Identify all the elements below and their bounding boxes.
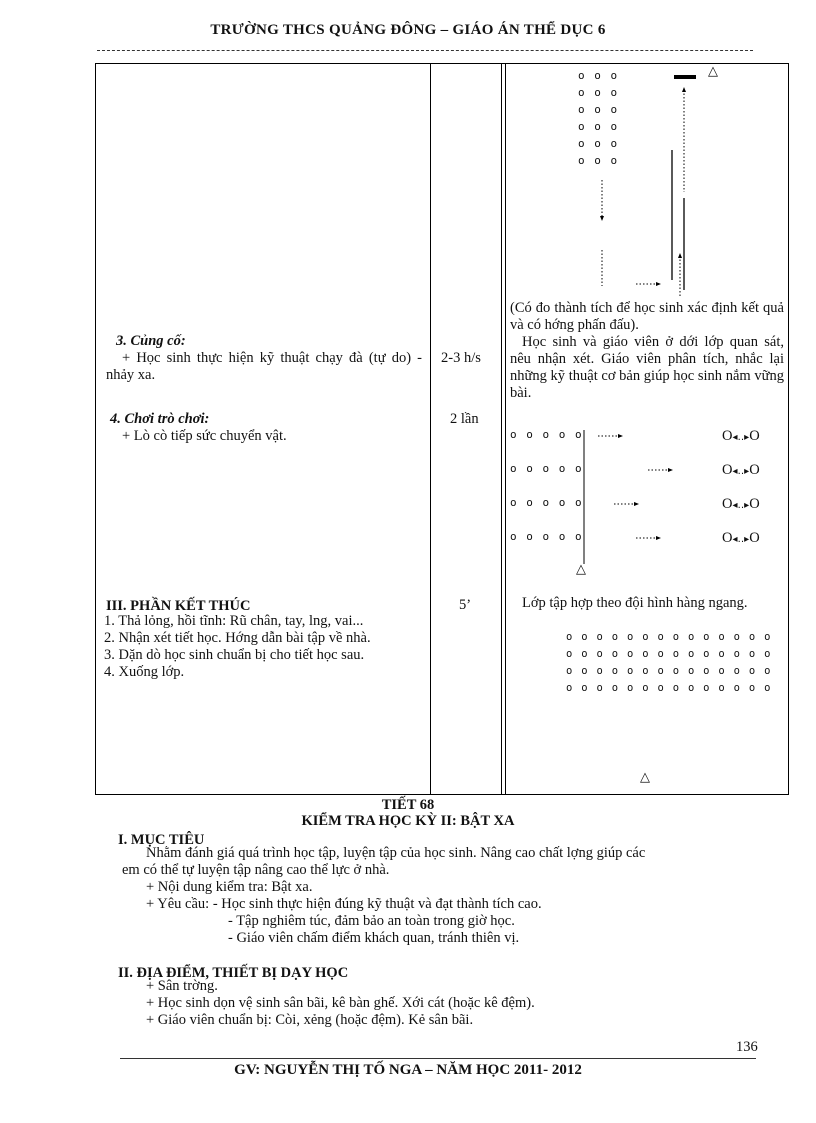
objectives-line: em có thể tự luyện tập nâng cao thể lực ở nhà. [122, 862, 390, 878]
ket-thuc-dose: 5’ [459, 597, 472, 613]
class-row: o o o o o o o o o o o o o o [566, 665, 772, 677]
cung-co-heading: 3. Củng cố: [116, 333, 186, 349]
ket-thuc-heading: III. PHẦN KẾT THÚC [106, 598, 251, 614]
objectives-line: - Giáo viên chấm điểm khách quan, tránh thiên vị. [228, 930, 520, 946]
target-circle-icon: O [749, 530, 760, 546]
footer-rule [120, 1058, 756, 1059]
cung-co-dose: 2-3 h/s [441, 350, 481, 366]
lesson-title: KIỂM TRA HỌC KỲ II: BẬT XA [301, 813, 515, 829]
student-row: o o o [578, 120, 619, 133]
target-pair [722, 530, 760, 548]
double-arrow-icon: ◂‥▸ [732, 432, 750, 443]
teacher-triangle-icon: △ [708, 64, 718, 79]
double-arrow-icon: ◂‥▸ [732, 534, 750, 545]
tro-choi-dose: 2 lần [450, 411, 479, 427]
cung-co-note1: (Có đo thành tích để học sinh xác định kết quả và có hớng phấn đấu). [510, 300, 784, 333]
student-row: o o o [578, 69, 619, 82]
team-row: o o o o o [510, 462, 584, 475]
target-circle-icon: O [722, 530, 733, 546]
takeoff-board [674, 75, 696, 79]
double-arrow-icon: ◂‥▸ [732, 500, 750, 511]
ket-thuc-item: 2. Nhận xét tiết học. Hớng dẫn bài tập về nhà. [104, 630, 371, 646]
equipment-line: + Giáo viên chuẩn bị: Còi, xẻng (hoặc đệm). Kẻ sân bãi. [146, 1012, 474, 1028]
class-row: o o o o o o o o o o o o o o [566, 682, 772, 694]
arrow-icon [682, 87, 686, 92]
arrow-icon [600, 216, 604, 221]
column-divider [505, 63, 506, 795]
arrow-icon [618, 434, 623, 438]
tro-choi-body: + Lò cò tiếp sức chuyển vật. [122, 428, 287, 444]
target-pair [722, 496, 760, 514]
target-circle-icon: O [722, 496, 733, 512]
equipment-heading: II. ĐỊA ĐIỂM, THIẾT BỊ DẠY HỌC [118, 965, 349, 981]
page-header: TRƯỜNG THCS QUẢNG ĐÔNG – GIÁO ÁN THỂ DỤC 6 [210, 22, 606, 38]
relay-paths [510, 428, 710, 568]
target-circle-icon: O [749, 496, 760, 512]
arrow-icon [656, 282, 661, 286]
page-number: 136 [736, 1039, 758, 1055]
target-pair [722, 428, 760, 446]
student-row: o o o [578, 103, 619, 116]
class-formation [566, 629, 772, 697]
header-rule [97, 50, 753, 51]
column-divider [430, 63, 431, 795]
ket-thuc-item: 1. Thả lỏng, hồi tĩnh: Rũ chân, tay, lng, vai... [104, 613, 364, 629]
teacher-triangle-icon: △ [576, 562, 586, 577]
target-circle-icon: O [749, 428, 760, 444]
team-row: o o o o o [510, 496, 584, 509]
runway-diagram [596, 80, 696, 300]
column-divider [501, 63, 502, 795]
arrow-icon [668, 468, 673, 472]
student-row: o o o [578, 137, 619, 150]
cung-co-note2: Học sinh và giáo viên ở dới lớp quan sát, nêu nhận xét. Giáo viên phân tích, nhắc lại những kỹ thuật cơ bản giúp học sinh nắm vững bài. [510, 334, 784, 401]
target-circle-icon: O [722, 428, 733, 444]
objectives-heading: I. MỤC TIÊU [118, 832, 205, 848]
team-row: o o o o o [510, 428, 584, 441]
objectives-line: + Nội dung kiểm tra: Bật xa. [146, 879, 313, 895]
arrow-icon [656, 536, 661, 540]
arrow-icon [634, 502, 639, 506]
page-footer: GV: NGUYỄN THỊ TỐ NGA – NĂM HỌC 2011- 2012 [234, 1062, 582, 1078]
cung-co-body: + Học sinh thực hiện kỹ thuật chạy đà (tự do) - nhảy xa. [106, 350, 422, 383]
student-row: o o o [578, 154, 619, 167]
objectives-line: - Tập nghiêm túc, đảm bảo an toàn trong giờ học. [228, 913, 515, 929]
relay-diagram [510, 428, 786, 578]
tro-choi-heading: 4. Chơi trò chơi: [110, 411, 210, 427]
double-arrow-icon: ◂‥▸ [732, 466, 750, 477]
ket-thuc-list [104, 613, 422, 681]
target-pair [722, 462, 760, 480]
class-row: o o o o o o o o o o o o o o [566, 648, 772, 660]
target-circle-icon: O [749, 462, 760, 478]
ket-thuc-item: 3. Dặn dò học sinh chuẩn bị cho tiết học sau. [104, 647, 365, 663]
team-row: o o o o o [510, 530, 584, 543]
equipment-line: + Học sinh dọn vệ sinh sân bãi, kê bàn ghế. Xới cát (hoặc kê đệm). [146, 995, 535, 1011]
student-row: o o o [578, 86, 619, 99]
objectives-line: + Yêu cầu: - Học sinh thực hiện đúng kỹ thuật và đạt thành tích cao. [146, 896, 542, 912]
lesson-number: TIẾT 68 [381, 797, 435, 813]
arrow-icon [678, 253, 682, 258]
teacher-triangle-icon: △ [640, 770, 650, 785]
class-row: o o o o o o o o o o o o o o [566, 631, 772, 643]
ket-thuc-note: Lớp tập hợp theo đội hình hàng ngang. [522, 595, 748, 611]
target-circle-icon: O [722, 462, 733, 478]
ket-thuc-item: 4. Xuống lớp. [104, 664, 185, 680]
objectives-line: Nhằm đánh giá quá trình học tập, luyện tập của học sinh. Nâng cao chất lợng giúp các [146, 845, 646, 861]
equipment-line: + Sân trờng. [146, 978, 218, 994]
